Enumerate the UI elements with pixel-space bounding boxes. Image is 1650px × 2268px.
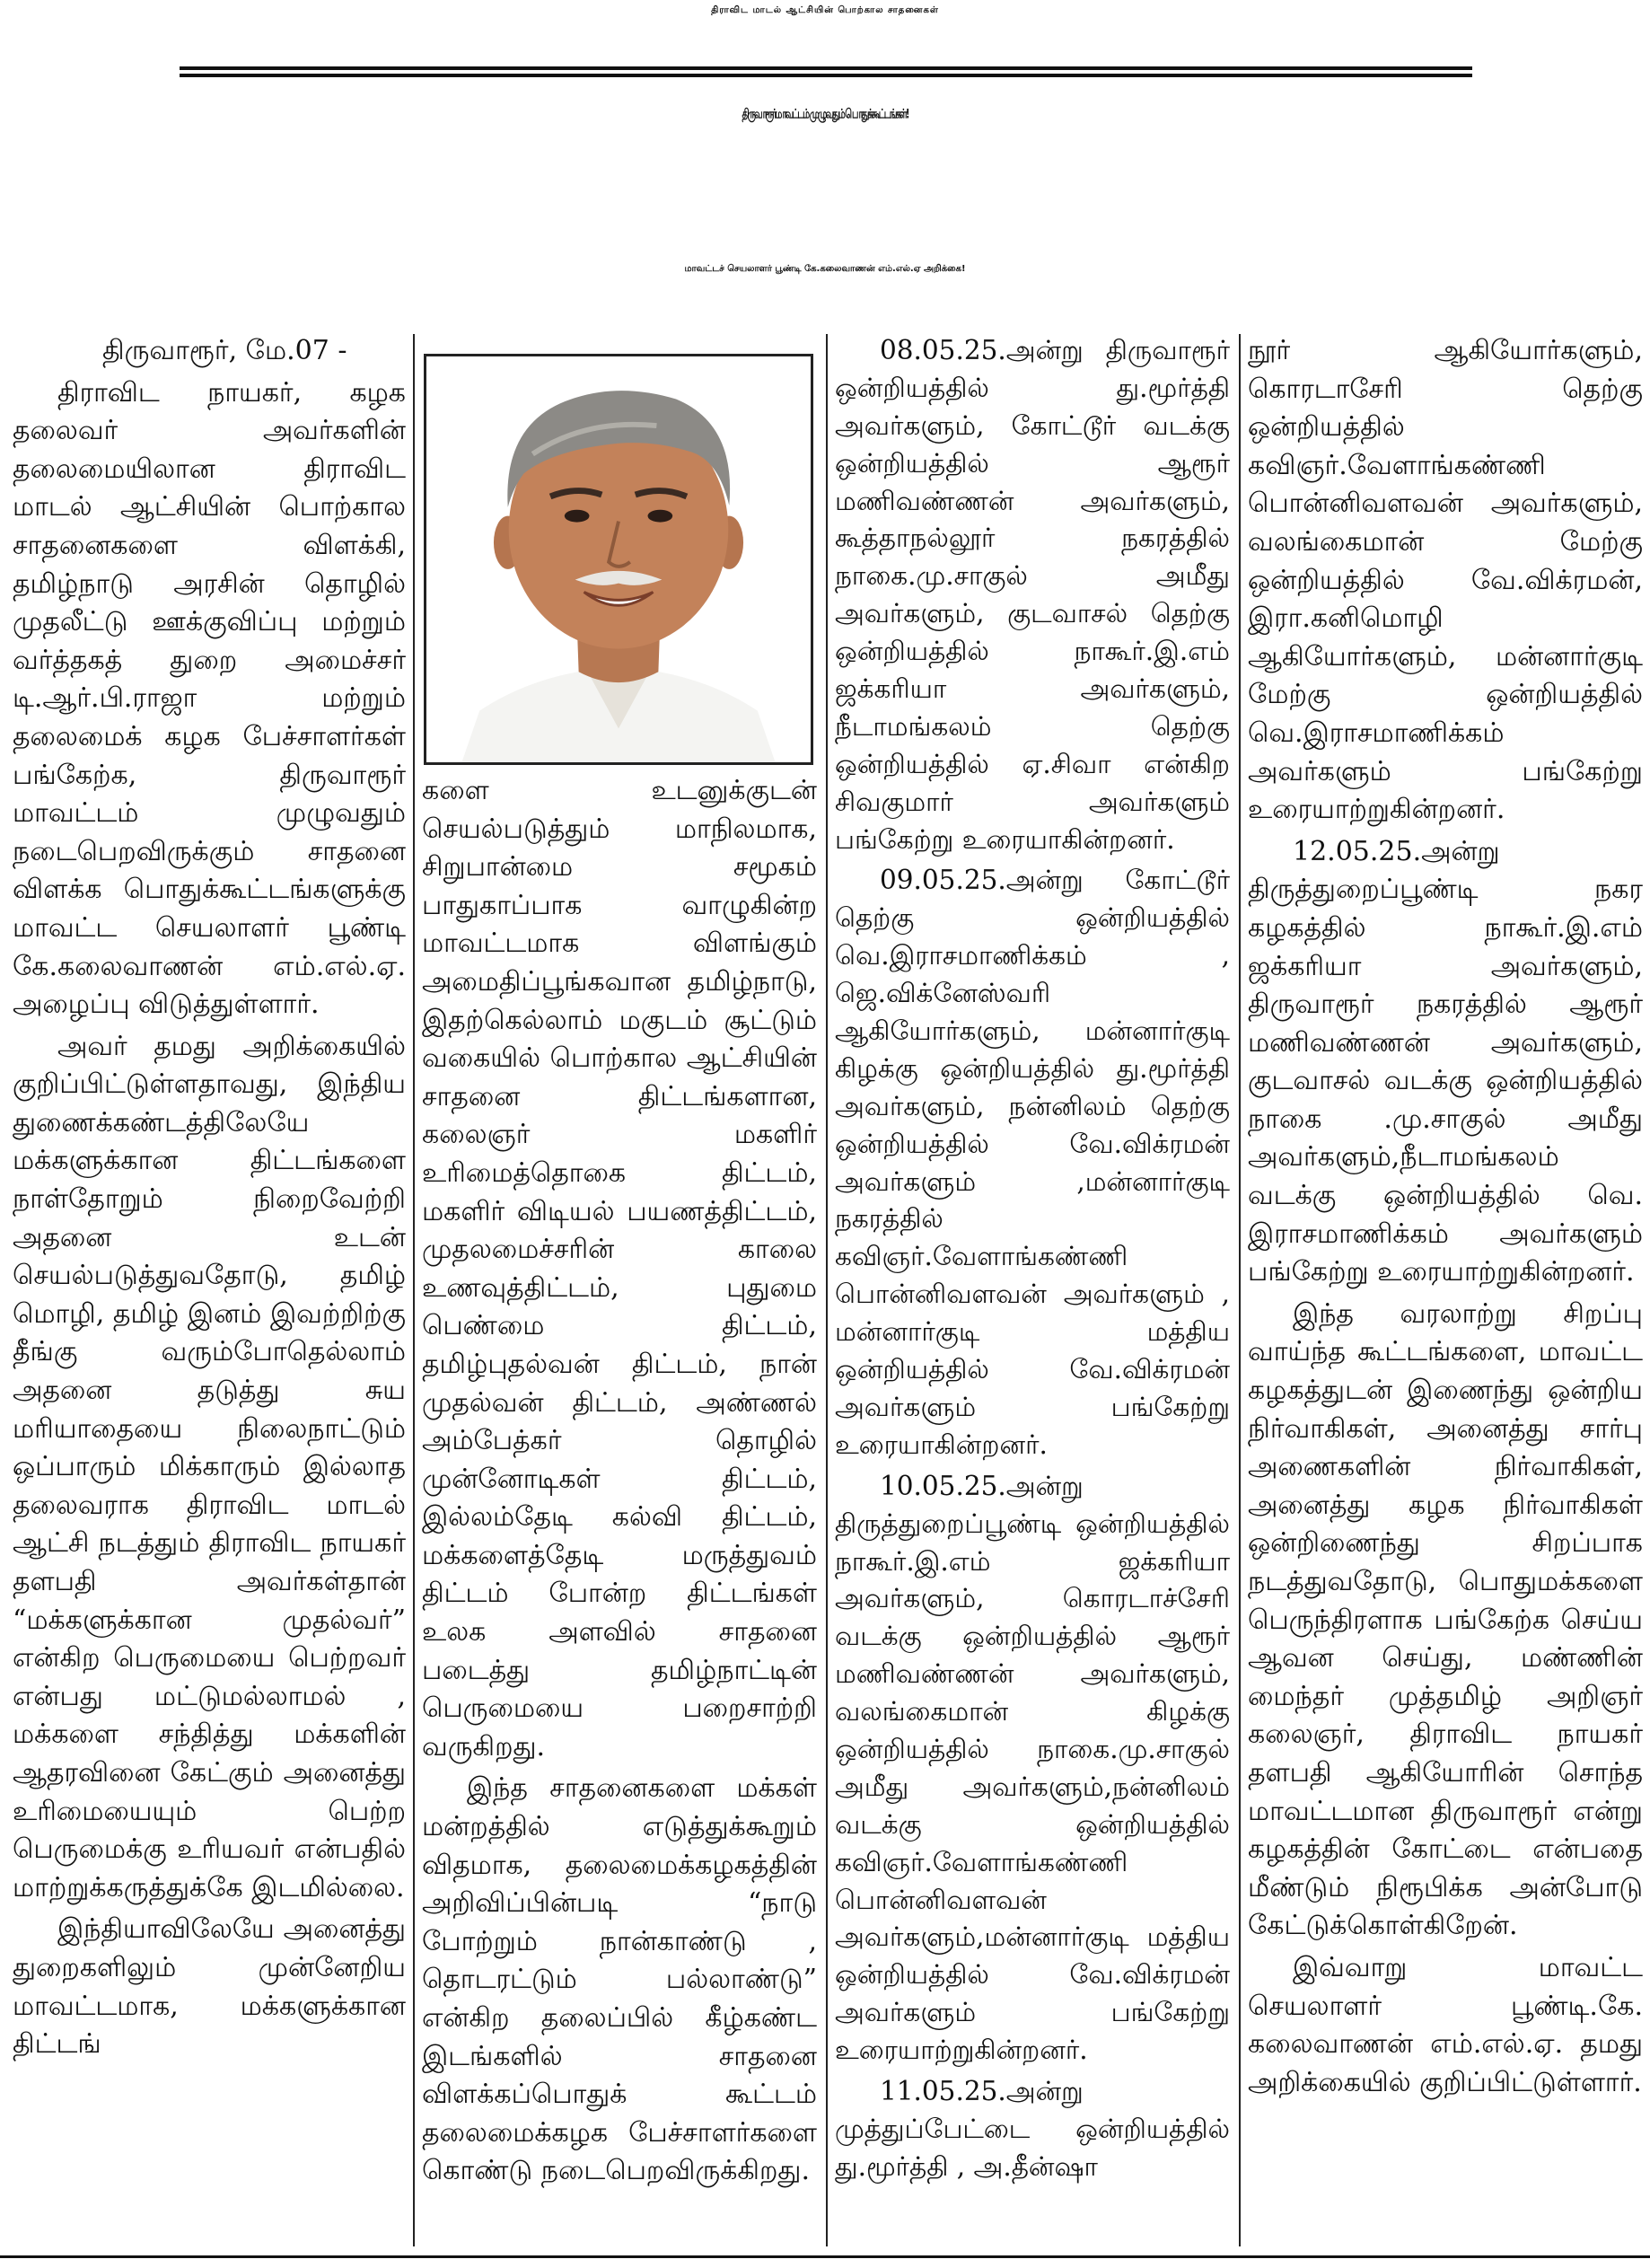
paragraph: 12.05.25.அன்று திருத்துறைப்பூண்டி நகர கழகத்தில் நாகூர்.இ.எம் ஜக்கரியா அவர்களும், திருவாரூர் நகரத்தில் ஆரூர் மணிவண்ணன் அவர்களும், குடவாசல் வடக்கு ஒன்றியத்தில் நாகை .மு.சாகுல் அமீது அவர்களும்,நீடாமங்கலம் வடக்கு ஒன்றியத்தில் வெ. இராசமாணிக்கம் அவர்களும் பங்கேற்று உரையாற்றுகின்றனர். — [1248, 835, 1643, 1288]
paragraph: இந்த வரலாற்று சிறப்பு வாய்ந்த கூட்டங்களை, மாவட்ட கழகத்துடன் இணைந்து ஒன்றிய நிர்வாகிகள், அனைத்து சார்பு அணைகளின் நிர்வாகிகள், அனைத்து கழக நிர்வாகிகள் ஒன்றிணைந்து சிறப்பாக நடத்துவதோடு, பொதுமக்களை பெருந்திரளாக பங்கேற்க செய்ய ஆவன செய்து, மண்ணின் மைந்தர் முத்தமிழ் அறிஞர் கலைஞர், திராவிட நாயகர் தளபதி ஆகியோரின் சொந்த மாவட்டமான திருவாரூர் என்று கழகத்தின் கோட்டை என்பதை மீண்டும் நிரூபிக்க அன்போடு கேட்டுக்கொள்கிறேன். — [1248, 1297, 1643, 1942]
column-divider — [1239, 334, 1241, 2246]
column-divider — [413, 334, 415, 2246]
paragraph: 10.05.25.அன்று திருத்துறைப்பூண்டி ஒன்றியத்தில் நாகூர்.இ.எம் ஜக்கரியா அவர்களும், கொரடாச்சேரி வடக்கு ஒன்றியத்தில் ஆரூர் மணிவண்ணன் அவர்களும், வலங்கைமான் கிழக்கு ஒன்றியத்தில் நாகை.மு.சாகுல் அமீது அவர்களும்,நன்னிலம் வடக்கு ஒன்றியத்தில் கவிஞர்.வேளாங்கண்ணி பொன்னிவளவன் அவர்களும்,மன்னார்குடி மத்திய ஒன்றியத்தில் வே.விக்ரமன் அவர்களும் பங்கேற்று உரையாற்றுகின்றனர். — [835, 1470, 1230, 2066]
column-divider — [826, 334, 828, 2246]
article-column-3 — [835, 332, 1230, 2254]
kicker-underline-bottom — [180, 74, 1472, 77]
kicker-underline-top — [180, 66, 1472, 70]
main-headline: திருவாரூர்மாவட்டம் முழுவதும் பொதுக்கூட்டங்கள்! — [742, 108, 908, 122]
article-column-4 — [1248, 332, 1643, 2254]
paragraph: 09.05.25.அன்று கோட்டூர் தெற்கு ஒன்றியத்தில் வெ.இராசமாணிக்கம் , ஜெ.விக்னேஸ்வரி ஆகியோர்களும், மன்னார்குடி கிழக்கு ஒன்றியத்தில் து.மூர்த்தி அவர்களும், நன்னிலம் தெற்கு ஒன்றியத்தில் வே.விக்ரமன் அவர்களும் ,மன்னார்குடி நகரத்தில் கவிஞர்.வேளாங்கண்ணி பொன்னிவளவன் அவர்களும் , மன்னார்குடி மத்திய ஒன்றியத்தில் வே.விக்ரமன் அவர்களும் பங்கேற்று உரையாகின்றனர். — [835, 865, 1230, 1460]
dateline: திருவாரூர், மே.07 - — [102, 335, 347, 366]
paragraph: 11.05.25.அன்று முத்துப்பேட்டை ஒன்றியத்தில் து.மூர்த்தி , அ.தீன்ஷா — [835, 2075, 1230, 2182]
kicker-title: திராவிட மாடல் ஆட்சியின் பொற்கால சாதனைகள் — [711, 5, 939, 15]
paragraph: நூர் ஆகியோர்களும், கொரடாசேரி தெற்கு ஒன்றியத்தில் கவிஞர்.வேளாங்கண்ணி பொன்னிவளவன் அவர்களும், வலங்கைமான் மேற்கு ஒன்றியத்தில் வே.விக்ரமன், இரா.கனிமொழி ஆகியோர்களும், மன்னார்குடி மேற்கு ஒன்றியத்தில் வெ.இராசமாணிக்கம் அவர்களும் பங்கேற்று உரையாற்றுகின்றனர். — [1248, 335, 1643, 826]
article-column-1 — [13, 332, 406, 2254]
paragraph: இந்த சாதனைகளை மக்கள் மன்றத்தில் எடுத்துக்கூறும் விதமாக, தலைமைக்கழகத்தின் அறிவிப்பின்படி “நாடு போற்றும் நான்காண்டு , தொடரட்டும் பல்லாண்டு” என்கிற தலைப்பில் கீழ்கண்ட இடங்களில் சாதனை விளக்கப்பொதுக் கூட்டம் தலைமைக்கழக பேச்சாளர்களை கொண்டு நடைபெறவிருக்கிறது. — [422, 1772, 817, 2187]
person-portrait-image — [426, 356, 811, 762]
paragraph: இந்தியாவிலேயே அனைத்து துறைகளிலும் முன்னேறிய மாவட்டமாக, மக்களுக்கான திட்டங் — [13, 1913, 406, 2061]
article-column-2 — [422, 772, 817, 2254]
paragraph: அவர் தமது அறிக்கையில் குறிப்பிட்டுள்ளதாவது, இந்திய துணைக்கண்டத்திலேயே மக்களுக்கான திட்டங்களை நாள்தோறும் நிறைவேற்றி அதனை உடன் செயல்படுத்துவதோடு, தமிழ் மொழி, தமிழ் இனம் இவற்றிற்கு தீங்கு வரும்போதெல்லாம் அதனை தடுத்து சுய மரியாதையை நிலைநாட்டும் ஒப்பாரும் மிக்காரும் இல்லாத தலைவராக திராவிட மாடல் ஆட்சி நடத்தும் திராவிட நாயகர் தளபதி அவர்கள்தான் “மக்களுக்கான முதல்வர்” என்கிற பெருமையை பெற்றவர் என்பது மட்டுமல்லாமல் , மக்களை சந்தித்து மக்களின் ஆதரவினை கேட்கும் அனைத்து உரிமையையும் பெற்ற பெருமைக்கு உரியவர் என்பதில் மாற்றுக்கருத்துக்கே இடமில்லை. — [13, 1030, 406, 1903]
paragraph: 08.05.25.அன்று திருவாரூர் ஒன்றியத்தில் து.மூர்த்தி அவர்களும், கோட்டூர் வடக்கு ஒன்றியத்தில் ஆரூர் மணிவண்ணன் அவர்களும், கூத்தாநல்லூர் நகரத்தில் நாகை.மு.சாகுல் அமீது அவர்களும், குடவாசல் தெற்கு ஒன்றியத்தில் நாகூர்.இ.எம் ஜக்கரியா அவர்களும், நீடாமங்கலம் தெற்கு ஒன்றியத்தில் ஏ.சிவா என்கிற சிவகுமார் அவர்களும் பங்கேற்று உரையாகின்றனர். — [835, 335, 1230, 855]
paragraph: திராவிட நாயகர், கழக தலைவர் அவர்களின் தலைமையிலான திராவிட மாடல் ஆட்சியின் பொற்கால சாதனைகளை விளக்கி, தமிழ்நாடு அரசின் தொழில் முதலீட்டு ஊக்குவிப்பு மற்றும் வர்த்தகத் துறை அமைச்சர் டி.ஆர்.பி.ராஜா மற்றும் தலைமைக் கழக பேச்சாளர்கள் பங்கேற்க, திருவாரூர் மாவட்டம் முழுவதும் நடைபெறவிருக்கும் சாதனை விளக்க பொதுக்கூட்டங்களுக்கு மாவட்ட செயலாளர் பூண்டி கே.கலைவாணன் எம்.எல்.ஏ. அழைப்பு விடுத்துள்ளார். — [13, 376, 406, 1021]
subheadline: மாவட்டச் செயலாளர் பூண்டி கே.கலைவாணன் எம்.எல்.ஏ அறிக்கை! — [684, 264, 966, 274]
paragraph: இவ்வாறு மாவட்ட செயலாளர் பூண்டி.கே. கலைவாணன் எம்.எல்.ஏ. தமது அறிக்கையில் குறிப்பிட்டுள்ளார். — [1248, 1951, 1643, 2098]
bottom-rule — [0, 2255, 1650, 2258]
paragraph: களை உடனுக்குடன் செயல்படுத்தும் மாநிலமாக, சிறுபான்மை சமூகம் பாதுகாப்பாக வாழுகின்ற மாவட்டமாக விளங்கும் அமைதிப்பூங்கவான தமிழ்நாடு, இதற்கெல்லாம் மகுடம் சூட்டும் வகையில் பொற்கால ஆட்சியின் சாதனை திட்டங்களான, கலைஞர் மகளிர் உரிமைத்தொகை திட்டம், மகளிர் விடியல் பயணத்திட்டம், முதலமைச்சரின் காலை உணவுத்திட்டம், புதுமை பெண்மை திட்டம், தமிழ்புதல்வன் திட்டம், நான் முதல்வன் திட்டம், அண்ணல் அம்பேத்கர் தொழில் முன்னோடிகள் திட்டம், இல்லம்தேடி கல்வி திட்டம், மக்களைத்தேடி மருத்துவம் திட்டம் போன்ற திட்டங்கள் உலக அளவில் சாதனை படைத்து தமிழ்நாட்டின் பெருமையை பறைசாற்றி வருகிறது. — [422, 775, 817, 1763]
portrait-photo — [424, 354, 813, 765]
